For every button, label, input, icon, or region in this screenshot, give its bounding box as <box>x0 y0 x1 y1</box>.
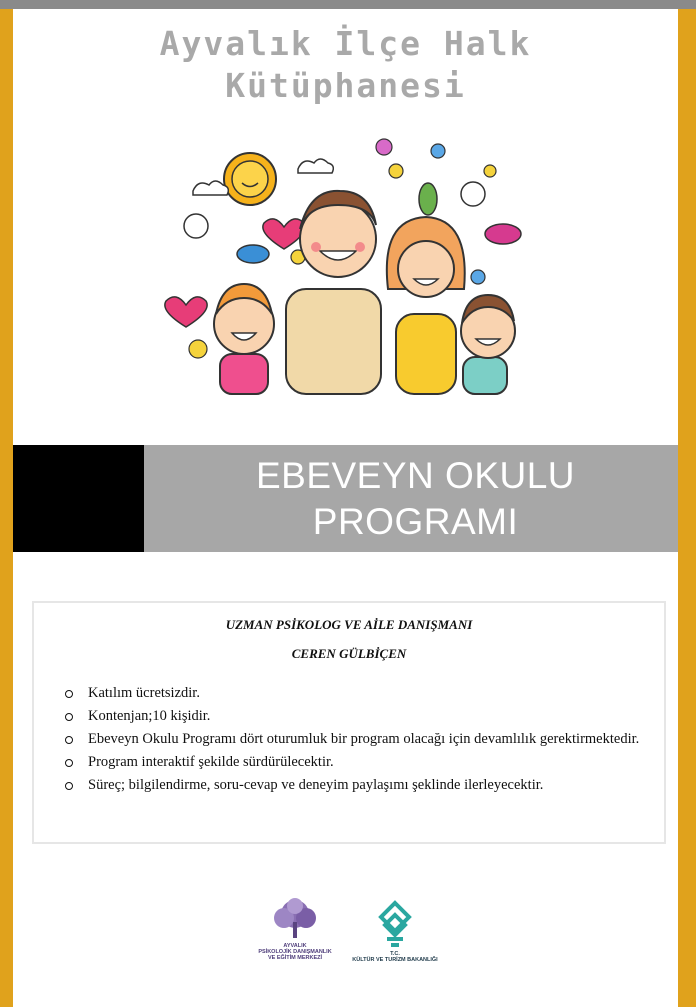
list-item: Kontenjan;10 kişidir. <box>65 705 655 728</box>
bullet-circle-icon <box>65 759 73 767</box>
bird-icon <box>485 224 521 244</box>
logo-text: PSİKOLOJİK DANIŞMANLIK <box>258 949 332 955</box>
list-item: Katılım ücretsizdir. <box>65 682 655 705</box>
heart-icon <box>263 219 305 249</box>
music-bubble-icon <box>461 182 485 206</box>
logo-text: KÜLTÜR VE TURİZM BAKANLIĞI <box>352 957 438 963</box>
bullet-circle-icon <box>65 736 73 744</box>
bullet-circle-icon <box>65 690 73 698</box>
ministry-logo <box>335 899 455 969</box>
cloud-icon <box>193 181 228 195</box>
music-bubble-icon <box>184 214 208 238</box>
family-illustration <box>138 109 558 424</box>
list-item: Program interaktif şekilde sürdürülecektir. <box>65 751 655 774</box>
mother-figure <box>387 217 465 394</box>
counseling-center-logo <box>251 896 339 966</box>
banner-black-block <box>13 445 144 552</box>
library-title-line-2: Kütüphanesi <box>225 66 466 105</box>
boy-figure <box>461 295 515 394</box>
flower-icon <box>431 144 445 158</box>
tree-icon <box>251 896 339 944</box>
speaker-name: CEREN GÜLBİÇEN <box>291 646 407 661</box>
logo-text: AYVALIK <box>283 943 307 949</box>
bird-icon <box>419 183 437 215</box>
flower-icon <box>471 270 485 284</box>
program-title-line-1: EBEVEYN OKULU <box>255 455 576 496</box>
top-bar <box>0 0 696 9</box>
library-title <box>13 23 678 107</box>
info-bullet-list <box>65 682 655 797</box>
flower-icon <box>389 164 403 178</box>
bullet-circle-icon <box>65 782 73 790</box>
logo-text: T.C. <box>390 951 400 957</box>
program-title-line-2: PROGRAMI <box>312 501 519 542</box>
flower-icon <box>189 340 207 358</box>
library-title-line-1: Ayvalık İlçe Halk <box>159 24 532 63</box>
cloud-icon <box>298 159 333 173</box>
girl-figure <box>214 284 274 394</box>
heart-icon <box>165 297 207 327</box>
sun-icon <box>224 153 276 205</box>
list-item: Ebeveyn Okulu Programı dört oturumluk bir program olacağı için devamlılık gerektirmektedir. <box>65 728 655 751</box>
bullet-circle-icon <box>65 713 73 721</box>
bird-icon <box>237 245 269 263</box>
info-box <box>32 601 666 844</box>
speaker-title: UZMAN PSİKOLOG VE AİLE DANIŞMANI <box>225 617 473 632</box>
ministry-emblem-icon <box>335 899 455 949</box>
flower-icon <box>484 165 496 177</box>
poster-page <box>13 9 678 1007</box>
logo-text: VE EĞİTİM MERKEZİ <box>267 955 323 961</box>
list-item: Süreç; bilgilendirme, soru-cevap ve deneyim paylaşımı şeklinde ilerleyecektir. <box>65 774 655 797</box>
program-title <box>223 453 608 545</box>
flower-icon <box>376 139 392 155</box>
